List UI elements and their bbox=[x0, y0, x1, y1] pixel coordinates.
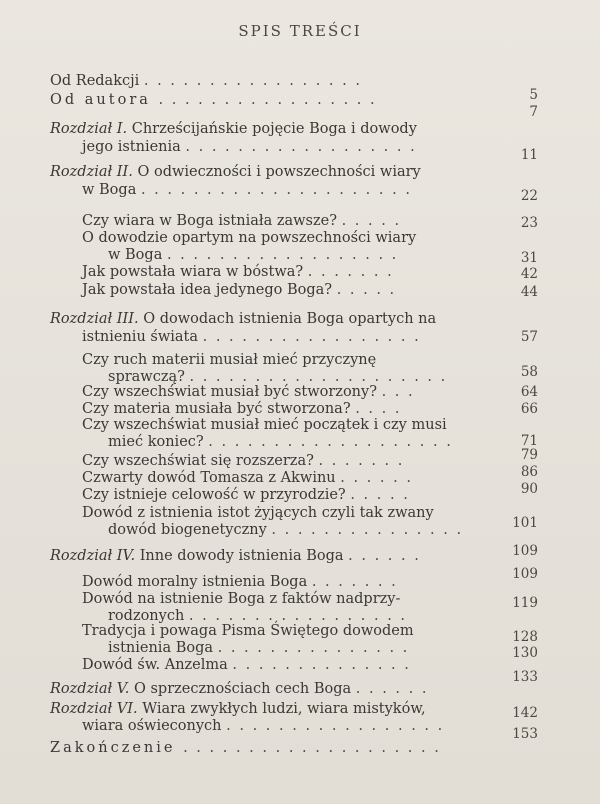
leader-dots: . . . . . . . . . . . . . . . . . bbox=[143, 73, 362, 89]
leader-dots: . . . . . . . . . . . . . . . . . . bbox=[166, 247, 399, 263]
leader-dots: . . . . . bbox=[350, 487, 410, 503]
leader-dots: . . . . . bbox=[341, 213, 402, 229]
entry-title: O odwieczności i powszechności wiary bbox=[137, 164, 421, 180]
page-number: 133 bbox=[512, 669, 538, 685]
leader-dots: . . . . . . . . . . . . . . . . . bbox=[226, 718, 445, 734]
chapter-label: Rozdział II. bbox=[50, 164, 133, 180]
leader-dots: . . . . . . . . . . . . . . . bbox=[217, 640, 410, 656]
page-number: 86 bbox=[520, 464, 538, 480]
page-number: 57 bbox=[520, 329, 538, 345]
entry-title-cont: w Boga bbox=[108, 247, 163, 263]
entry-title: Czy materia musiała być stworzona? bbox=[82, 401, 351, 417]
entry-title-cont: istnienia Boga bbox=[108, 640, 214, 656]
page-number: 130 bbox=[512, 645, 538, 661]
leader-dots: . . . . . . . . . . . . . . . . . bbox=[158, 92, 377, 108]
leader-dots: . . . . bbox=[355, 401, 402, 417]
entry-title: Zakończenie bbox=[50, 740, 176, 756]
leader-dots: . . . . . . . bbox=[311, 574, 398, 590]
leader-dots: . . . . . . . . . . . . . . . . . bbox=[202, 329, 421, 345]
page-number: 58 bbox=[520, 364, 538, 380]
entry-title: Dowód moralny istnienia Boga bbox=[82, 574, 308, 590]
entry-title: Inne dowody istnienia Boga bbox=[139, 548, 344, 564]
page-number: 42 bbox=[520, 266, 538, 282]
entry-title: Czy wszechświat się rozszerza? bbox=[82, 453, 314, 469]
leader-dots: . . . . . . . . . . . . . . . . . . . . bbox=[189, 369, 448, 385]
leader-dots: . . . . . . . . . . . . . . . . . . . . bbox=[183, 740, 441, 756]
entry-title: Tradycja i powaga Pisma Świętego dowodem bbox=[82, 623, 414, 639]
leader-dots: . . . . . . bbox=[340, 470, 413, 486]
page-number: 66 bbox=[520, 401, 538, 417]
page-title: SPIS TREŚCI bbox=[238, 22, 362, 40]
entry-title-cont: wiara oświeconych bbox=[82, 718, 222, 734]
leader-dots: . . . . . . . . . . . . . . bbox=[232, 657, 411, 673]
entry-title: Dowód z istnienia istot żyjących czyli tak zwany bbox=[82, 505, 434, 521]
entry-title-cont: istnieniu świata bbox=[82, 329, 198, 345]
page-number: 119 bbox=[512, 595, 538, 611]
page-number: 64 bbox=[520, 384, 538, 400]
entry-title: O dowodzie opartym na powszechności wiary bbox=[82, 230, 417, 246]
entry-title: Dowód św. Anzelma bbox=[82, 657, 228, 673]
page-number: 23 bbox=[520, 215, 538, 231]
entry-title: O dowodach istnienia Boga opartych na bbox=[143, 311, 437, 327]
chapter-label: Rozdział I. bbox=[50, 121, 128, 137]
entry-title: Od Redakcji bbox=[50, 73, 140, 89]
entry-title: Czy ruch materii musiał mieć przyczynę bbox=[82, 352, 377, 368]
chapter-label: Rozdział VI. bbox=[50, 701, 138, 717]
page-number: 7 bbox=[529, 104, 538, 120]
page-number: 142 bbox=[512, 705, 538, 721]
entry-title: Dowód na istnienie Boga z faktów nadprzy- bbox=[82, 591, 401, 607]
page-number: 79 bbox=[520, 447, 538, 463]
entry-title: Czy wiara w Boga istniała zawsze? bbox=[82, 213, 337, 229]
page-number: 22 bbox=[520, 188, 538, 204]
leader-dots: . . . . . . bbox=[348, 548, 421, 564]
entry-title: Czy wszechświat musiał mieć początek i czy musi bbox=[82, 417, 447, 433]
page-number: 71 bbox=[520, 433, 538, 449]
entry-title-cont: sprawczą? bbox=[108, 369, 185, 385]
entry-title: Od autora bbox=[50, 92, 151, 108]
entry-title-cont: w Boga bbox=[82, 182, 137, 198]
page-number: 109 bbox=[512, 566, 538, 582]
entry-title-cont: dowód biogenetyczny bbox=[108, 522, 267, 538]
leader-dots: . . . bbox=[381, 384, 415, 400]
leader-dots: . . . . . . . . . . . . . . . . . bbox=[188, 608, 408, 624]
entry-title: Jak powstała wiara w bóstwa? bbox=[82, 264, 304, 280]
entry-title-cont: jego istnienia bbox=[82, 139, 181, 155]
entry-title: O sprzecznościach cech Boga bbox=[133, 681, 352, 697]
entry-title-cont: rodzonych bbox=[108, 608, 185, 624]
chapter-label: Rozdział IV. bbox=[50, 548, 136, 564]
leader-dots: . . . . . . . bbox=[307, 264, 394, 280]
page-number: 5 bbox=[529, 87, 538, 103]
leader-dots: . . . . . bbox=[336, 282, 397, 298]
leader-dots: . . . . . . . . . . . . . . . . . . bbox=[185, 139, 417, 155]
page-number: 153 bbox=[512, 726, 538, 742]
page-number: 90 bbox=[520, 481, 538, 497]
entry-title: Jak powstała idea jedynego Boga? bbox=[82, 282, 333, 298]
leader-dots: . . . . . . . . . . . . . . . . . . . bbox=[208, 434, 453, 450]
chapter-label: Rozdział V. bbox=[50, 681, 130, 697]
leader-dots: . . . . . . . bbox=[318, 453, 405, 469]
entry-title: Wiara zwykłych ludzi, wiara mistyków, bbox=[142, 701, 426, 717]
entry-title: Chrześcijańskie pojęcie Boga i dowody bbox=[131, 121, 417, 137]
chapter-label: Rozdział III. bbox=[50, 311, 139, 327]
entry-title: Czy wszechświat musiał być stworzony? bbox=[82, 384, 377, 400]
leader-dots: . . . . . . . . . . . . . . . bbox=[271, 522, 464, 538]
leader-dots: . . . . . . . . . . . . . . . . . . . . . bbox=[140, 182, 412, 198]
page-number: 11 bbox=[520, 147, 538, 163]
page-number: 101 bbox=[512, 515, 538, 531]
leader-dots: . . . . . . bbox=[355, 681, 429, 697]
entry-title-cont: mieć koniec? bbox=[108, 434, 204, 450]
entry-title: Czy istnieje celowość w przyrodzie? bbox=[82, 487, 346, 503]
page-number: 44 bbox=[520, 284, 538, 300]
entry-title: Czwarty dowód Tomasza z Akwinu bbox=[82, 470, 336, 486]
page-number: 109 bbox=[512, 543, 538, 559]
page-number: 31 bbox=[520, 250, 538, 266]
page-number: 128 bbox=[512, 629, 538, 645]
